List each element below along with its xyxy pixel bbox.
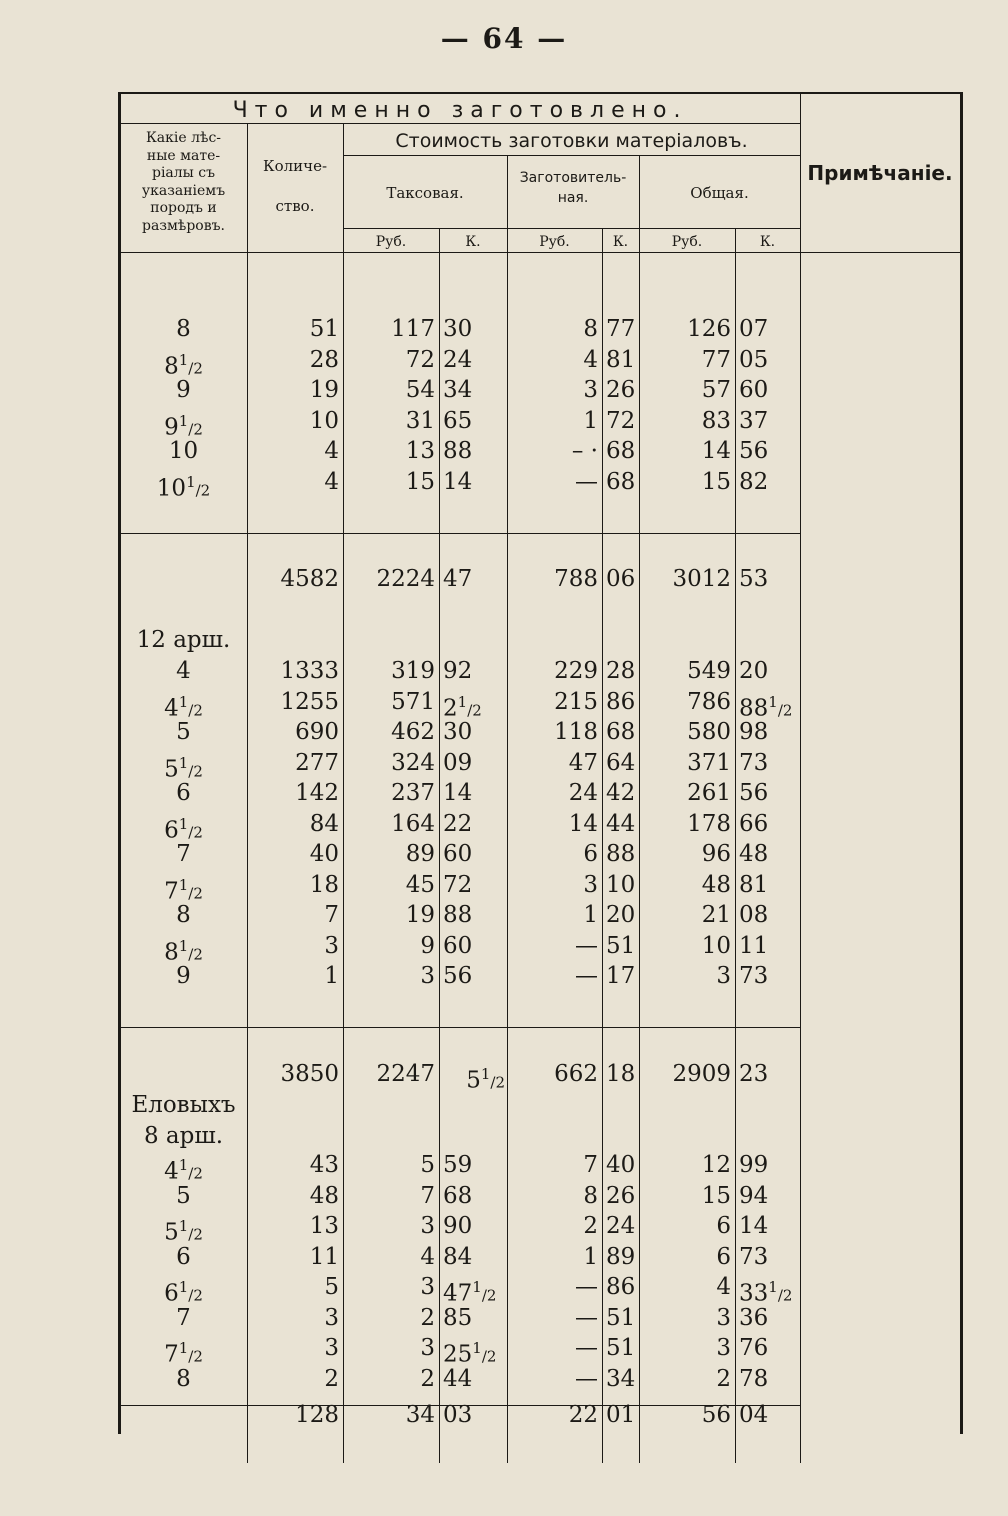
row-tax-rub: 462 — [391, 719, 435, 745]
row-size: 9 — [176, 963, 191, 989]
prep-header-line: Заготовитель- — [519, 170, 627, 186]
row-tax-rub: 89 — [405, 841, 435, 867]
row-total-rub: 6 — [716, 1243, 731, 1270]
row-prep-rub: 118 — [554, 719, 598, 745]
row-tax-kop: 72 — [443, 871, 473, 898]
row-size: $7^1/2$ — [164, 875, 203, 905]
row-tax-kop: 60 — [443, 932, 473, 959]
row-total-rub: 14 — [701, 438, 731, 464]
subtotal-tax-kop: 03 — [443, 1402, 473, 1428]
materials-header-line: ріалы съ — [151, 165, 216, 181]
quantity-header-line: ство. — [275, 197, 315, 215]
row-quantity: 3 — [324, 932, 339, 959]
row-tax-kop: 88 — [443, 902, 473, 928]
row-size: $6^1/2$ — [164, 814, 203, 844]
body-col-rule — [602, 253, 603, 1463]
row-tax-rub: 7 — [420, 1182, 435, 1209]
row-size: $5^1/2$ — [164, 753, 203, 783]
subtotal-total-kop: 53 — [739, 566, 769, 592]
row-prep-kop: 88 — [606, 841, 636, 867]
row-prep-rub: — — [575, 468, 598, 495]
row-prep-kop: 24 — [606, 1213, 636, 1239]
row-total-rub: 371 — [687, 749, 731, 776]
row-tax-rub: 117 — [391, 316, 435, 342]
subtotal-prep-rub: 788 — [554, 566, 598, 592]
row-prep-kop: 26 — [606, 377, 636, 403]
row-prep-kop: 28 — [606, 658, 636, 684]
row-quantity: 28 — [309, 346, 339, 373]
row-prep-rub: 47 — [568, 749, 598, 776]
row-prep-rub: 8 — [583, 316, 598, 342]
row-tax-rub: 3 — [420, 963, 435, 989]
row-prep-rub: — — [575, 1335, 598, 1361]
row-tax-kop: 30 — [443, 719, 473, 745]
body-col-rule — [439, 253, 440, 1463]
row-total-rub: 549 — [687, 658, 731, 684]
row-size: $4^1/2$ — [164, 692, 203, 722]
row-tax-kop: 34 — [443, 377, 473, 403]
materials-header-line: породъ и — [150, 200, 217, 216]
row-size: 6 — [176, 1243, 191, 1270]
kop-subheader: К. — [759, 234, 776, 250]
row-tax-kop: 59 — [443, 1152, 473, 1178]
row-total-kop: 56 — [739, 780, 769, 806]
page-number: — 64 — — [440, 22, 568, 55]
row-total-kop: 98 — [739, 719, 769, 745]
row-total-kop: 94 — [739, 1182, 769, 1209]
row-tax-kop: $25^1/2$ — [443, 1339, 497, 1368]
row-tax-rub: 3 — [420, 1213, 435, 1239]
row-total-rub: 261 — [687, 780, 731, 806]
row-quantity: 4 — [324, 438, 339, 464]
row-total-kop: 20 — [739, 658, 769, 684]
row-prep-rub: 6 — [583, 841, 598, 867]
row-total-kop: 48 — [739, 841, 769, 867]
subtotal-tax-kop: 47 — [443, 566, 473, 592]
row-quantity: 3 — [324, 1335, 339, 1361]
row-total-rub: 3 — [716, 1335, 731, 1361]
row-quantity: 43 — [309, 1152, 339, 1178]
row-prep-kop: 34 — [606, 1365, 636, 1392]
row-size: $7^1/2$ — [164, 1339, 203, 1368]
row-tax-rub: 72 — [405, 346, 435, 373]
row-tax-kop: 09 — [443, 749, 473, 776]
section-rule — [120, 533, 800, 534]
row-tax-rub: 5 — [420, 1152, 435, 1178]
row-prep-kop: 20 — [606, 902, 636, 928]
row-total-rub: 57 — [701, 377, 731, 403]
row-tax-rub: 19 — [405, 902, 435, 928]
row-size: 10 — [168, 438, 199, 464]
row-total-rub: 3 — [716, 1304, 731, 1331]
row-size: 4 — [176, 658, 191, 684]
row-tax-rub: 4 — [420, 1243, 435, 1270]
row-total-kop: 73 — [739, 963, 769, 989]
row-total-kop: 05 — [739, 346, 769, 373]
row-size: $6^1/2$ — [164, 1278, 203, 1307]
row-tax-kop: 88 — [443, 438, 473, 464]
row-size: 5 — [176, 1182, 191, 1209]
row-total-rub: 12 — [701, 1152, 731, 1178]
subtotal-prep-kop: 18 — [606, 1061, 636, 1087]
row-prep-rub: 14 — [568, 810, 598, 837]
row-total-rub: 21 — [701, 902, 731, 928]
row-prep-kop: 51 — [606, 932, 636, 959]
row-prep-rub: — — [575, 1304, 598, 1331]
row-total-rub: 77 — [701, 346, 731, 373]
row-tax-kop: 60 — [443, 841, 473, 867]
row-size: 8 — [176, 316, 191, 342]
row-quantity: 19 — [309, 377, 339, 403]
cost-group-header: Стоимость заготовки матерiаловъ. — [395, 130, 748, 152]
row-size: $10^1/2$ — [156, 472, 211, 502]
row-quantity: 48 — [309, 1182, 339, 1209]
subtotal-tax-rub: 34 — [405, 1402, 435, 1428]
row-prep-rub: 7 — [583, 1152, 598, 1178]
row-tax-rub: 571 — [391, 688, 435, 715]
row-tax-kop: 56 — [443, 963, 473, 989]
row-tax-rub: 15 — [405, 468, 435, 495]
row-prep-kop: 68 — [606, 719, 636, 745]
row-prep-rub: – · — [571, 438, 598, 464]
row-quantity: 2 — [324, 1365, 339, 1392]
kop-subheader: К. — [612, 234, 629, 250]
row-total-rub: 786 — [687, 688, 731, 715]
row-total-rub: 83 — [701, 407, 731, 434]
row-prep-rub: 24 — [568, 780, 598, 806]
row-total-rub: 178 — [687, 810, 731, 837]
right-border — [960, 92, 963, 1434]
row-total-kop: 37 — [739, 407, 769, 434]
rub-subheader: Руб. — [539, 234, 570, 250]
subtotal-quantity: 3850 — [280, 1061, 339, 1087]
row-size: $9^1/2$ — [164, 411, 203, 441]
row-prep-rub: 3 — [583, 871, 598, 898]
row-total-kop: 08 — [739, 902, 769, 928]
row-quantity: 1333 — [280, 658, 339, 684]
row-prep-rub: 2 — [583, 1213, 598, 1239]
row-size: 5 — [176, 719, 191, 745]
subtotal-total-kop: 04 — [739, 1402, 769, 1428]
subtotal-quantity: 4582 — [280, 566, 339, 592]
row-size: 7 — [176, 1304, 191, 1331]
row-prep-rub: 229 — [554, 658, 598, 684]
row-prep-kop: 68 — [606, 468, 636, 495]
row-prep-kop: 86 — [606, 1274, 636, 1300]
tax-header: Таксовая. — [386, 184, 464, 202]
subtotal-total-kop: 23 — [739, 1061, 769, 1087]
row-quantity: 40 — [309, 841, 339, 867]
row-tax-rub: 237 — [391, 780, 435, 806]
row-prep-rub: — — [575, 932, 598, 959]
row-prep-kop: 81 — [606, 346, 636, 373]
row-prep-kop: 64 — [606, 749, 636, 776]
row-tax-kop: 92 — [443, 658, 473, 684]
row-total-kop: $88^1/2$ — [739, 692, 793, 722]
row-tax-rub: 324 — [391, 749, 435, 776]
row-total-kop: 11 — [739, 932, 769, 959]
total-header: Общая. — [690, 184, 749, 202]
subtotal-prep-rub: 662 — [554, 1061, 598, 1087]
row-tax-rub: 54 — [405, 377, 435, 403]
row-prep-kop: 77 — [606, 316, 636, 342]
row-quantity: 7 — [324, 902, 339, 928]
row-prep-rub: 4 — [583, 346, 598, 373]
row-prep-rub: 8 — [583, 1182, 598, 1209]
row-quantity: 3 — [324, 1304, 339, 1331]
row-quantity: 18 — [309, 871, 339, 898]
row-total-rub: 96 — [701, 841, 731, 867]
row-prep-kop: 26 — [606, 1182, 636, 1209]
row-total-kop: 73 — [739, 749, 769, 776]
row-tax-rub: 9 — [420, 932, 435, 959]
row-prep-kop: 72 — [606, 407, 636, 434]
row-size: $4^1/2$ — [164, 1156, 203, 1185]
subtotal-total-rub: 3012 — [672, 566, 731, 592]
row-prep-kop: 44 — [606, 810, 636, 837]
row-total-kop: 66 — [739, 810, 769, 837]
row-total-kop: 14 — [739, 1213, 769, 1239]
notes-header: Примѣчаніе. — [807, 161, 953, 185]
row-total-rub: 10 — [701, 932, 731, 959]
row-total-kop: $33^1/2$ — [739, 1278, 793, 1307]
row-quantity: 5 — [324, 1274, 339, 1300]
row-size: 8 — [176, 902, 191, 928]
row-quantity: 13 — [309, 1213, 339, 1239]
row-total-rub: 6 — [716, 1213, 731, 1239]
row-prep-kop: 86 — [606, 688, 636, 715]
row-prep-rub: — — [575, 1365, 598, 1392]
row-quantity: 1255 — [280, 688, 339, 715]
row-total-kop: 07 — [739, 316, 769, 342]
row-tax-kop: 85 — [443, 1304, 473, 1331]
row-prep-rub: 1 — [583, 902, 598, 928]
row-total-kop: 78 — [739, 1365, 769, 1392]
row-tax-rub: 45 — [405, 871, 435, 898]
row-prep-kop: 51 — [606, 1335, 636, 1361]
row-total-kop: 81 — [739, 871, 769, 898]
row-tax-kop: 14 — [443, 468, 473, 495]
row-quantity: 11 — [309, 1243, 339, 1270]
section-label: Еловыхъ — [131, 1092, 236, 1118]
row-tax-kop: 68 — [443, 1182, 473, 1209]
subtotal-quantity: 128 — [295, 1402, 339, 1428]
subtotal-tax-kop: $5^1/2$ — [466, 1065, 505, 1094]
subtotal-tax-rub: 2224 — [376, 566, 435, 592]
kop-subheader: К. — [465, 234, 481, 250]
row-tax-rub: 319 — [391, 658, 435, 684]
table-title: Что именно заготовлено. — [232, 98, 688, 123]
row-total-rub: 15 — [701, 1182, 731, 1209]
row-size: $5^1/2$ — [164, 1217, 203, 1246]
row-size: 8 — [176, 1365, 191, 1392]
row-tax-rub: 3 — [420, 1335, 435, 1361]
row-total-rub: 4 — [716, 1274, 731, 1300]
row-prep-rub: 1 — [583, 407, 598, 434]
row-tax-kop: $47^1/2$ — [443, 1278, 497, 1307]
subtotal-tax-rub: 2247 — [376, 1061, 435, 1087]
row-tax-kop: $2^1/2$ — [443, 692, 482, 722]
row-prep-rub: 1 — [583, 1243, 598, 1270]
row-total-kop: 56 — [739, 438, 769, 464]
rub-subheader: Руб. — [375, 234, 407, 250]
row-prep-kop: 10 — [606, 871, 636, 898]
row-prep-rub: — — [575, 963, 598, 989]
row-total-rub: 580 — [687, 719, 731, 745]
body-col-rule — [800, 253, 801, 1463]
section-label: 8 арш. — [143, 1123, 224, 1149]
row-prep-kop: 42 — [606, 780, 636, 806]
row-prep-kop: 51 — [606, 1304, 636, 1331]
row-total-kop: 36 — [739, 1304, 769, 1331]
row-quantity: 51 — [309, 316, 339, 342]
row-tax-rub: 13 — [405, 438, 435, 464]
row-size: $8^1/2$ — [164, 350, 203, 380]
row-total-rub: 3 — [716, 963, 731, 989]
row-quantity: 1 — [324, 963, 339, 989]
row-prep-kop: 40 — [606, 1152, 636, 1178]
subtotal-total-rub: 2909 — [672, 1061, 731, 1087]
row-tax-rub: 2 — [420, 1365, 435, 1392]
row-prep-rub: — — [575, 1274, 598, 1300]
materials-header-line: ные мате- — [146, 147, 221, 164]
materials-header-line: Какіе лѣс- — [145, 130, 222, 146]
row-quantity: 4 — [324, 468, 339, 495]
row-prep-kop: 89 — [606, 1243, 636, 1270]
prep-header-line: ная. — [557, 190, 589, 206]
subtotal-prep-kop: 01 — [606, 1402, 636, 1428]
row-tax-kop: 22 — [443, 810, 473, 837]
subtotal-prep-kop: 06 — [606, 566, 636, 592]
row-quantity: 84 — [309, 810, 339, 837]
row-quantity: 142 — [295, 780, 339, 806]
section-label: 12 арш. — [136, 627, 231, 653]
header-col-rule — [247, 123, 248, 253]
row-total-rub: 2 — [716, 1365, 731, 1392]
row-tax-kop: 14 — [443, 780, 473, 806]
row-total-kop: 82 — [739, 468, 769, 495]
row-quantity: 690 — [295, 719, 339, 745]
subtotal-total-rub: 56 — [701, 1402, 731, 1428]
row-total-rub: 48 — [701, 871, 731, 898]
row-size: 7 — [176, 841, 191, 867]
row-tax-kop: 90 — [443, 1213, 473, 1239]
rub-subheader: Руб. — [671, 234, 703, 250]
row-tax-rub: 164 — [391, 810, 435, 837]
top-border — [118, 92, 960, 94]
row-tax-kop: 65 — [443, 407, 473, 434]
row-tax-kop: 84 — [443, 1243, 473, 1270]
row-total-kop: 60 — [739, 377, 769, 403]
row-tax-kop: 44 — [443, 1365, 473, 1392]
row-quantity: 277 — [295, 749, 339, 776]
row-tax-rub: 31 — [405, 407, 435, 434]
row-total-kop: 99 — [739, 1152, 769, 1178]
row-tax-rub: 2 — [420, 1304, 435, 1331]
row-total-rub: 126 — [687, 316, 731, 342]
quantity-header-line: Количе- — [262, 157, 328, 175]
row-quantity: 10 — [309, 407, 339, 434]
row-total-kop: 76 — [739, 1335, 769, 1361]
row-tax-kop: 30 — [443, 316, 473, 342]
row-prep-rub: 215 — [554, 688, 598, 715]
row-tax-kop: 24 — [443, 346, 473, 373]
row-total-kop: 73 — [739, 1243, 769, 1270]
row-size: $8^1/2$ — [164, 936, 203, 966]
row-total-rub: 15 — [701, 468, 731, 495]
row-prep-rub: 3 — [583, 377, 598, 403]
materials-header-line: указаніемъ — [141, 182, 226, 199]
row-prep-kop: 68 — [606, 438, 636, 464]
row-size: 9 — [176, 377, 191, 403]
row-prep-kop: 17 — [606, 963, 636, 989]
body-col-rule — [735, 253, 736, 1463]
materials-header-line: размѣровъ. — [142, 217, 225, 234]
row-size: 6 — [176, 780, 191, 806]
subtotal-prep-rub: 22 — [568, 1402, 598, 1428]
section-rule — [120, 1027, 800, 1028]
row-tax-rub: 3 — [420, 1274, 435, 1300]
